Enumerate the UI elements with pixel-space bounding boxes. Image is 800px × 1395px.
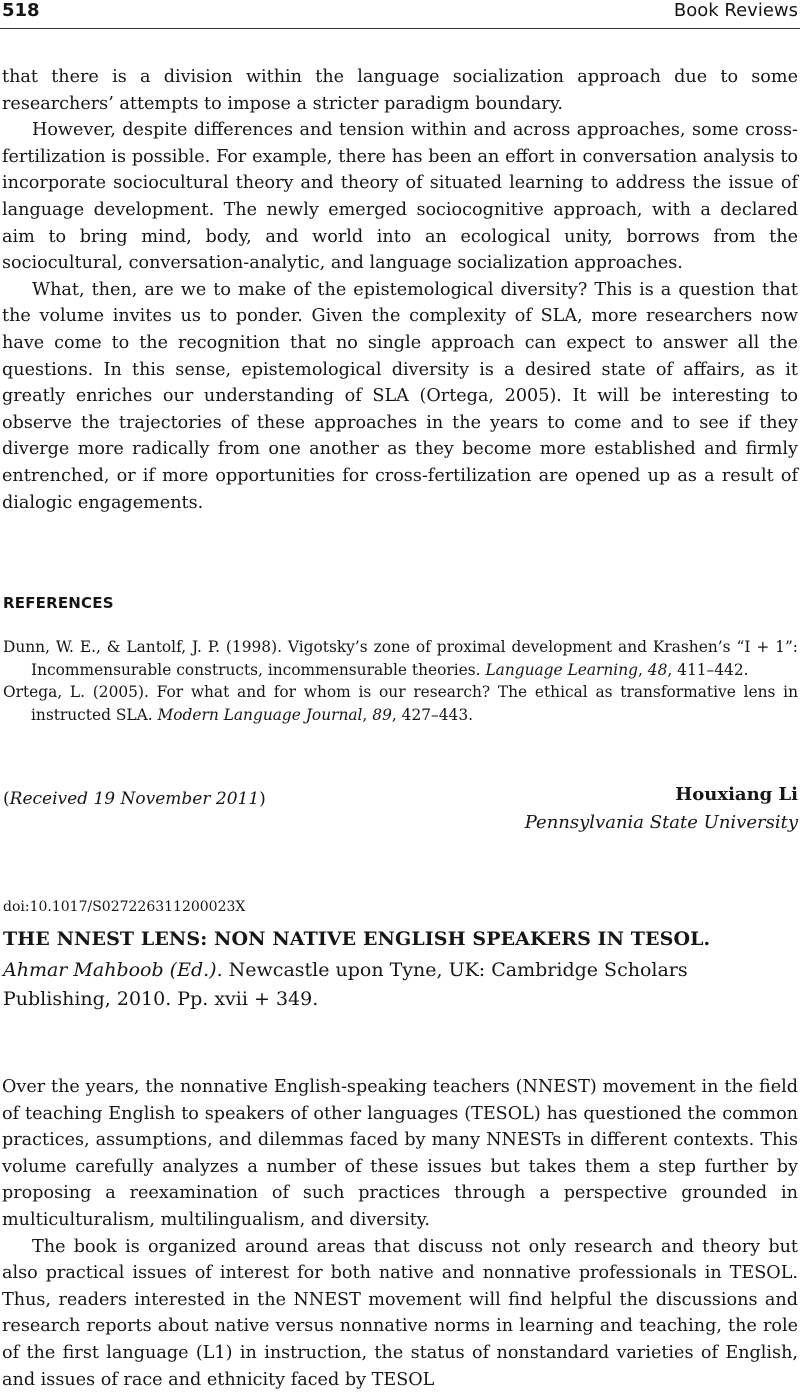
book-title: THE NNEST LENS: NON NATIVE ENGLISH SPEAKERS IN TESOL. xyxy=(3,928,711,950)
journal-title: Language Learning xyxy=(485,660,638,679)
book-editor: Ahmar Mahboob (Ed.) xyxy=(3,959,217,981)
received-date: (Received 19 November 2011) xyxy=(3,789,266,809)
reference-item: Ortega, L. (2005). For what and for whom is our research? The ethical as transformative lens in instructed SLA. Modern Language Journal, 89, 427–443. xyxy=(3,683,798,724)
paragraph: What, then, are we to make of the epistemological diversity? This is a question that the volume invites us to ponder. Given the complexity of SLA, more researchers now have come to the recognition that no single approach can expect to answer all the questions. In this sense, epistemological diversity is a desired state of affairs, as it greatly enriches our understanding of SLA (Ortega, 2005). It will be interesting to observe the trajectories of these approaches in the years to come and to see if they diverge more radically from one another as they become more established and firmly entrenched, or if more opportunities for cross-fertilization are opened up as a result of dialogic engagements. xyxy=(2,279,798,513)
journal-volume: 48 xyxy=(647,660,668,679)
page-number: 518 xyxy=(2,0,40,21)
book-publication: . Newcastle upon Tyne, UK: Cambridge Scholars Publishing, 2010. Pp. xvii + 349. xyxy=(3,959,688,1010)
references-heading: REFERENCES xyxy=(3,594,114,612)
paragraph: Over the years, the nonnative English-speaking teachers (NNEST) movement in the field of teaching English to speakers of other languages (TESOL) has questioned the common practices, assumptions, and dilemmas faced by many NNESTs in different contexts. This volume carefully analyzes a number of these issues but takes them a step further by proposing a reexamination of such practices through a perspective grounded in multiculturalism, multilingualism, and diversity. xyxy=(2,1077,798,1230)
review-body xyxy=(2,64,798,516)
running-title: Book Reviews xyxy=(673,0,798,21)
book-citation xyxy=(3,956,798,1014)
reviewer-name: Houxiang Li xyxy=(675,784,798,805)
journal-title: Modern Language Journal xyxy=(157,705,363,724)
paragraph: that there is a division within the language socialization approach due to some researchers’ attempts to impose a stricter paradigm boundary. xyxy=(2,67,798,114)
paragraph: However, despite differences and tension within and across approaches, some cross-fertilization is possible. For example, there has been an effort in conversation analysis to incorporate sociocultural theory and theory of situated learning to address the issue of language development. The newly emerged sociocognitive approach, with a declared aim to bring mind, body, and world into an ecological unity, borrows from the sociocultural, conversation-analytic, and language socialization approaches. xyxy=(2,120,798,274)
references-list xyxy=(3,636,798,726)
page-header xyxy=(0,0,800,22)
doi-link[interactable]: doi:10.1017/S027226311200023X xyxy=(3,899,246,915)
header-rule xyxy=(0,28,800,29)
journal-volume: 89 xyxy=(372,705,392,724)
reviewer-affiliation: Pennsylvania State University xyxy=(524,812,798,833)
review-body xyxy=(2,1074,798,1393)
reference-item: Dunn, W. E., & Lantolf, J. P. (1998). Vigotsky’s zone of proximal development and Krashen’s “I + 1”: Incommensurable constructs, incommensurable theories. Language Learning, 48, 411–442. xyxy=(3,638,798,679)
paragraph: The book is organized around areas that discuss not only research and theory but also practical issues of interest for both native and nonnative professionals in TESOL. Thus, readers interested in the NNEST movement will find helpful the discussions and research reports about native versus nonnative norms in learning and teaching, the role of the first language (L1) in instruction, the status of nonstandard varieties of English, and issues of race and ethnicity faced by TESOL xyxy=(2,1236,798,1390)
